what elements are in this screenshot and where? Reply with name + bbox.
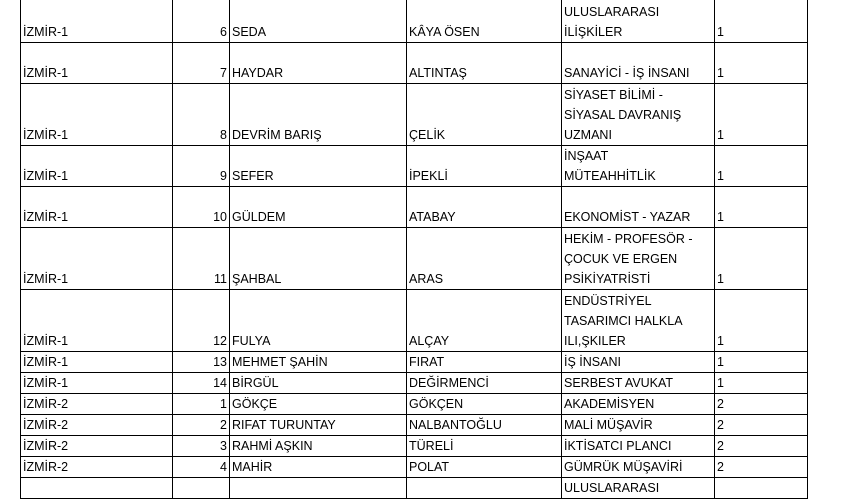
occupation-cell (562, 478, 715, 499)
surname-cell: NALBANTOĞLU (407, 415, 562, 436)
occupation-line: SİYASAL DAVRANIŞ (564, 108, 682, 122)
name-cell: DEVRİM BARIŞ (230, 84, 407, 146)
occupation-cell (562, 290, 715, 352)
district-cell: İZMİR-1 (21, 290, 173, 352)
order-cell: 14 (173, 373, 230, 394)
table-row (21, 415, 808, 436)
occupation-line: ULUSLARARASI (564, 481, 660, 495)
occupation-line: AKADEMİSYEN (564, 397, 655, 411)
occupation-line: ULUSLARARASI (564, 5, 660, 19)
order-cell: 8 (173, 84, 230, 146)
district-cell: İZMİR-1 (21, 43, 173, 84)
order-cell: 1 (173, 394, 230, 415)
surname-cell: ATABAY (407, 187, 562, 228)
district-number-cell (715, 478, 808, 499)
surname-cell: ARAS (407, 228, 562, 290)
occupation-line: İLİŞKİLER (564, 25, 623, 39)
table-row (21, 146, 808, 187)
name-cell: HAYDAR (230, 43, 407, 84)
surname-cell: DEĞİRMENCİ (407, 373, 562, 394)
table-row (21, 43, 808, 84)
occupation-cell (562, 43, 715, 84)
district-cell: İZMİR-2 (21, 394, 173, 415)
occupation-line: HEKİM - PROFESÖR - (564, 232, 693, 246)
order-cell: 2 (173, 415, 230, 436)
occupation-cell (562, 415, 715, 436)
order-cell: 9 (173, 146, 230, 187)
district-number-cell: 1 (715, 290, 808, 352)
occupation-line: ENDÜSTRİYEL (564, 294, 652, 308)
district-cell: İZMİR-1 (21, 228, 173, 290)
table-row (21, 228, 808, 290)
name-cell: ŞAHBAL (230, 228, 407, 290)
name-cell: GÜLDEM (230, 187, 407, 228)
surname-cell: TÜRELİ (407, 436, 562, 457)
table-row (21, 352, 808, 373)
occupation-line: UZMANI (564, 128, 612, 142)
occupation-cell (562, 436, 715, 457)
occupation-line: İNŞAAT (564, 149, 609, 163)
occupation-line: MALİ MÜŞAVİR (564, 418, 653, 432)
occupation-cell (562, 187, 715, 228)
order-cell: 13 (173, 352, 230, 373)
name-cell: RAHMİ AŞKIN (230, 436, 407, 457)
name-cell: MAHİR (230, 457, 407, 478)
district-number-cell: 1 (715, 0, 808, 43)
surname-cell: KÂYA ÖSEN (407, 0, 562, 43)
order-cell: 4 (173, 457, 230, 478)
occupation-line: SERBEST AVUKAT (564, 376, 674, 390)
district-cell: İZMİR-2 (21, 415, 173, 436)
name-cell: MEHMET ŞAHİN (230, 352, 407, 373)
occupation-cell (562, 394, 715, 415)
district-cell (21, 478, 173, 499)
name-cell: RIFAT TURUNTAY (230, 415, 407, 436)
district-cell: İZMİR-1 (21, 0, 173, 43)
district-number-cell: 2 (715, 457, 808, 478)
district-cell: İZMİR-1 (21, 373, 173, 394)
order-cell: 7 (173, 43, 230, 84)
name-cell: GÖKÇE (230, 394, 407, 415)
district-number-cell: 1 (715, 187, 808, 228)
occupation-line: ÇOCUK VE ERGEN (564, 252, 678, 266)
occupation-cell (562, 0, 715, 43)
surname-cell: FIRAT (407, 352, 562, 373)
surname-cell: POLAT (407, 457, 562, 478)
order-cell: 6 (173, 0, 230, 43)
name-cell (230, 478, 407, 499)
district-cell: İZMİR-2 (21, 436, 173, 457)
name-cell: BİRGÜL (230, 373, 407, 394)
occupation-cell (562, 84, 715, 146)
district-number-cell: 2 (715, 415, 808, 436)
surname-cell: ÇELİK (407, 84, 562, 146)
surname-cell (407, 478, 562, 499)
surname-cell: İPEKLİ (407, 146, 562, 187)
district-number-cell: 1 (715, 228, 808, 290)
district-cell: İZMİR-1 (21, 146, 173, 187)
district-cell: İZMİR-1 (21, 352, 173, 373)
occupation-line: SANAYİCİ - İŞ İNSANI (564, 66, 690, 80)
district-number-cell: 1 (715, 84, 808, 146)
table-row (21, 187, 808, 228)
occupation-line: İŞ İNSANI (564, 355, 621, 369)
occupation-cell (562, 228, 715, 290)
order-cell: 11 (173, 228, 230, 290)
occupation-cell (562, 146, 715, 187)
order-cell (173, 478, 230, 499)
occupation-cell (562, 457, 715, 478)
table-row (21, 478, 808, 499)
table-row (21, 373, 808, 394)
surname-cell: GÖKÇEN (407, 394, 562, 415)
occupation-line: İKTİSATCI PLANCI (564, 439, 672, 453)
name-cell: SEFER (230, 146, 407, 187)
district-number-cell: 2 (715, 394, 808, 415)
order-cell: 3 (173, 436, 230, 457)
occupation-line: EKONOMİST - YAZAR (564, 210, 691, 224)
surname-cell: ALÇAY (407, 290, 562, 352)
candidate-table (20, 0, 808, 499)
occupation-line: TASARIMCI HALKLA (564, 314, 683, 328)
district-cell: İZMİR-2 (21, 457, 173, 478)
district-cell: İZMİR-1 (21, 187, 173, 228)
table-row (21, 0, 808, 43)
occupation-cell (562, 373, 715, 394)
district-number-cell: 1 (715, 373, 808, 394)
occupation-line: PSİKİYATRİSTİ (564, 272, 651, 286)
name-cell: SEDA (230, 0, 407, 43)
occupation-cell (562, 352, 715, 373)
district-number-cell: 1 (715, 352, 808, 373)
table-row (21, 436, 808, 457)
occupation-line: GÜMRÜK MÜŞAVİRİ (564, 460, 683, 474)
district-number-cell: 1 (715, 146, 808, 187)
table-row (21, 84, 808, 146)
surname-cell: ALTINTAŞ (407, 43, 562, 84)
occupation-line: ILI,ŞKILER (564, 334, 626, 348)
district-cell: İZMİR-1 (21, 84, 173, 146)
table-row (21, 457, 808, 478)
occupation-line: SİYASET BİLİMİ - (564, 88, 663, 102)
table-row (21, 290, 808, 352)
order-cell: 12 (173, 290, 230, 352)
district-number-cell: 1 (715, 43, 808, 84)
district-number-cell: 2 (715, 436, 808, 457)
name-cell: FULYA (230, 290, 407, 352)
order-cell: 10 (173, 187, 230, 228)
occupation-line: MÜTEAHHİTLİK (564, 169, 656, 183)
candidate-table-body (21, 0, 808, 499)
table-row (21, 394, 808, 415)
